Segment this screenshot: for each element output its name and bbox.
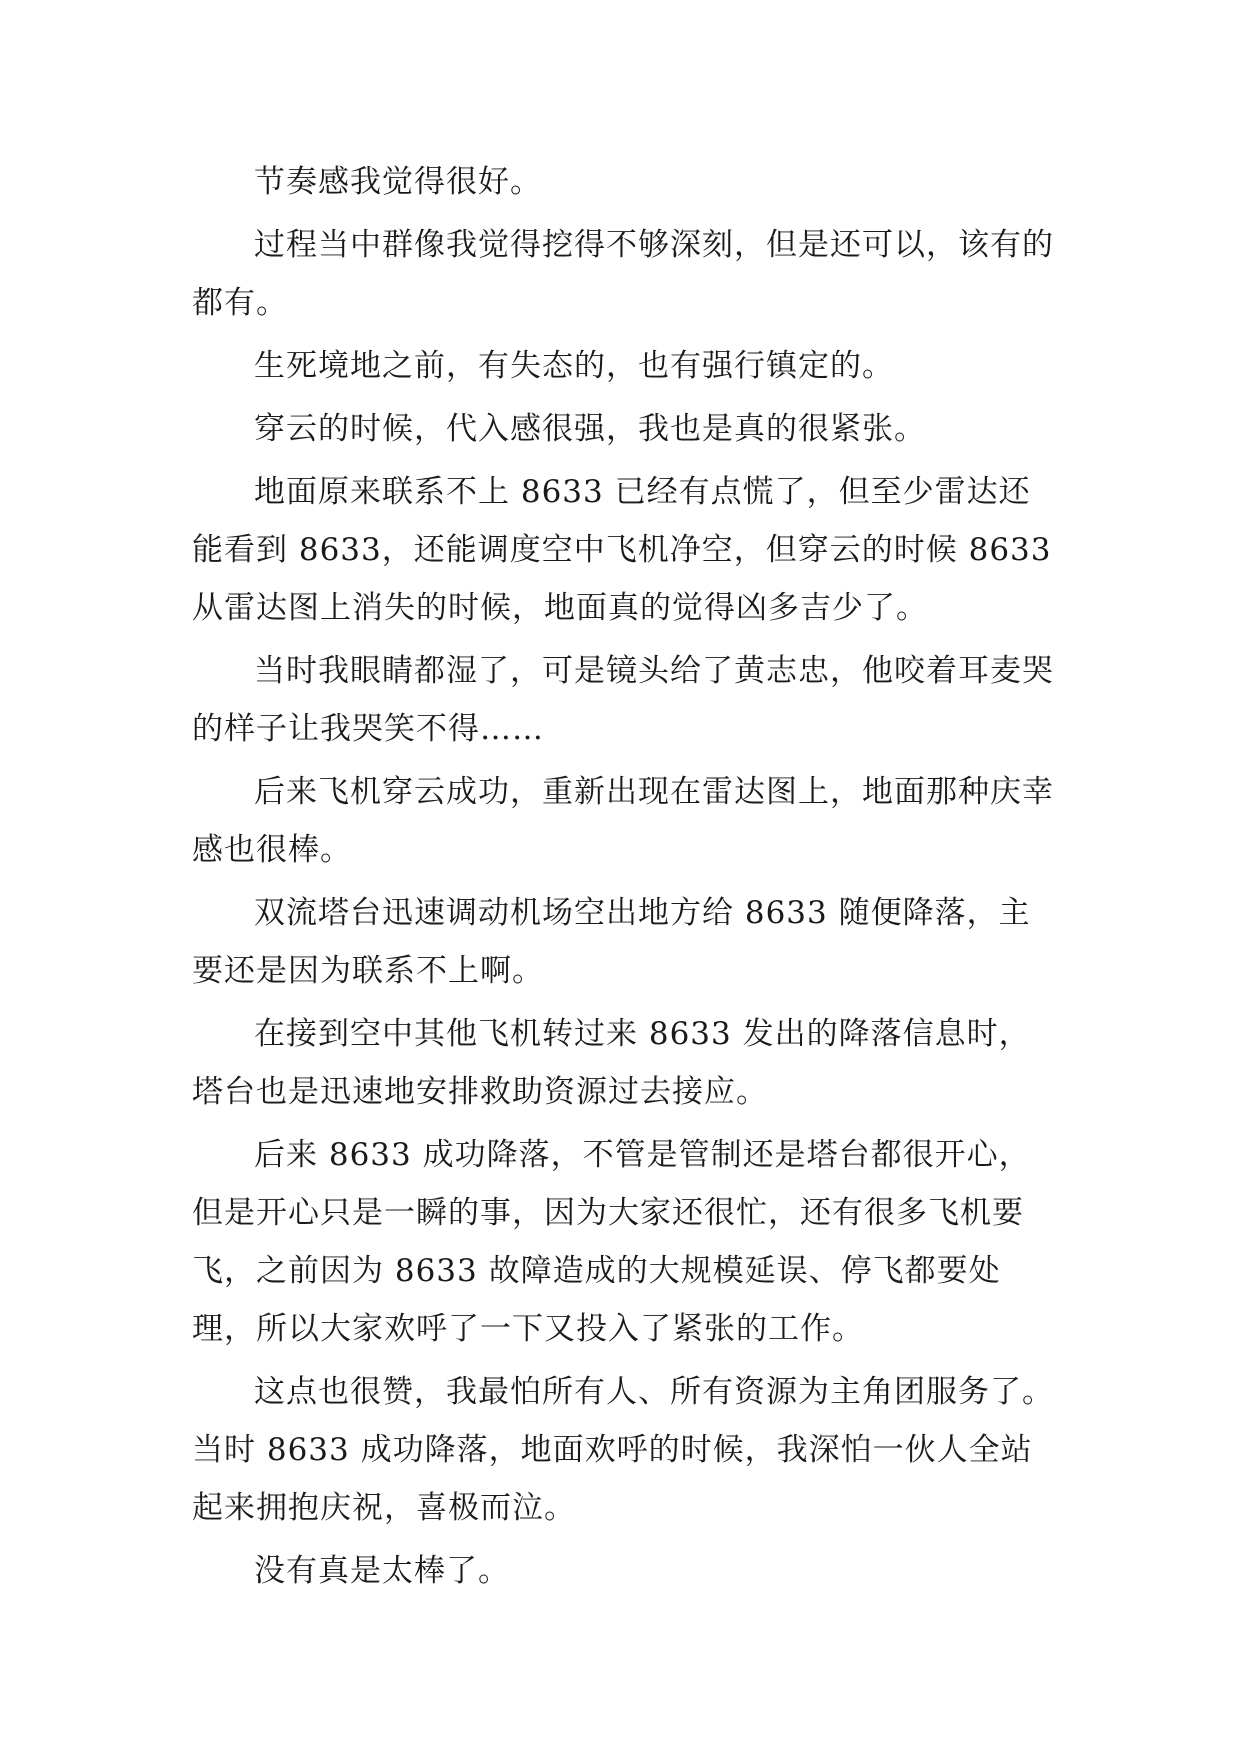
paragraph: 后来飞机穿云成功，重新出现在雷达图上，地面那种庆幸感也很棒。	[192, 774, 1054, 868]
paragraph: 生死境地之前，有失态的，也有强行镇定的。	[254, 348, 894, 384]
paragraph: 双流塔台迅速调动机场空出地方给 8633 随便降落，主要还是因为联系不上啊。	[192, 895, 1031, 989]
paragraph: 这点也很赞，我最怕所有人、所有资源为主角团服务了。当时 8633 成功降落，地面欢呼的时候，我深怕一伙人全站起来拥抱庆祝，喜极而泣。	[192, 1374, 1054, 1526]
paragraph: 过程当中群像我觉得挖得不够深刻，但是还可以，该有的都有。	[192, 227, 1054, 321]
paragraph: 后来 8633 成功降落，不管是管制还是塔台都很开心，但是开心只是一瞬的事，因为大家还很忙，还有很多飞机要飞，之前因为 8633 故障造成的大规模延误、停飞都要处理，所以大家欢呼了一下又投入了紧张的工作。	[192, 1137, 1031, 1347]
paragraph: 当时我眼睛都湿了，可是镜头给了黄志忠，他咬着耳麦哭的样子让我哭笑不得……	[192, 653, 1054, 747]
paragraph: 节奏感我觉得很好。	[254, 164, 542, 200]
paragraph: 穿云的时候，代入感很强，我也是真的很紧张。	[254, 411, 926, 447]
paragraph: 在接到空中其他飞机转过来 8633 发出的降落信息时，塔台也是迅速地安排救助资源过去接应。	[192, 1016, 1031, 1110]
paragraph: 没有真是太棒了。	[254, 1553, 510, 1589]
paragraph: 地面原来联系不上 8633 已经有点慌了，但至少雷达还能看到 8633，还能调度空中飞机净空，但穿云的时候 8633 从雷达图上消失的时候，地面真的觉得凶多吉少了。	[192, 474, 1052, 626]
document-body	[192, 153, 1062, 1605]
